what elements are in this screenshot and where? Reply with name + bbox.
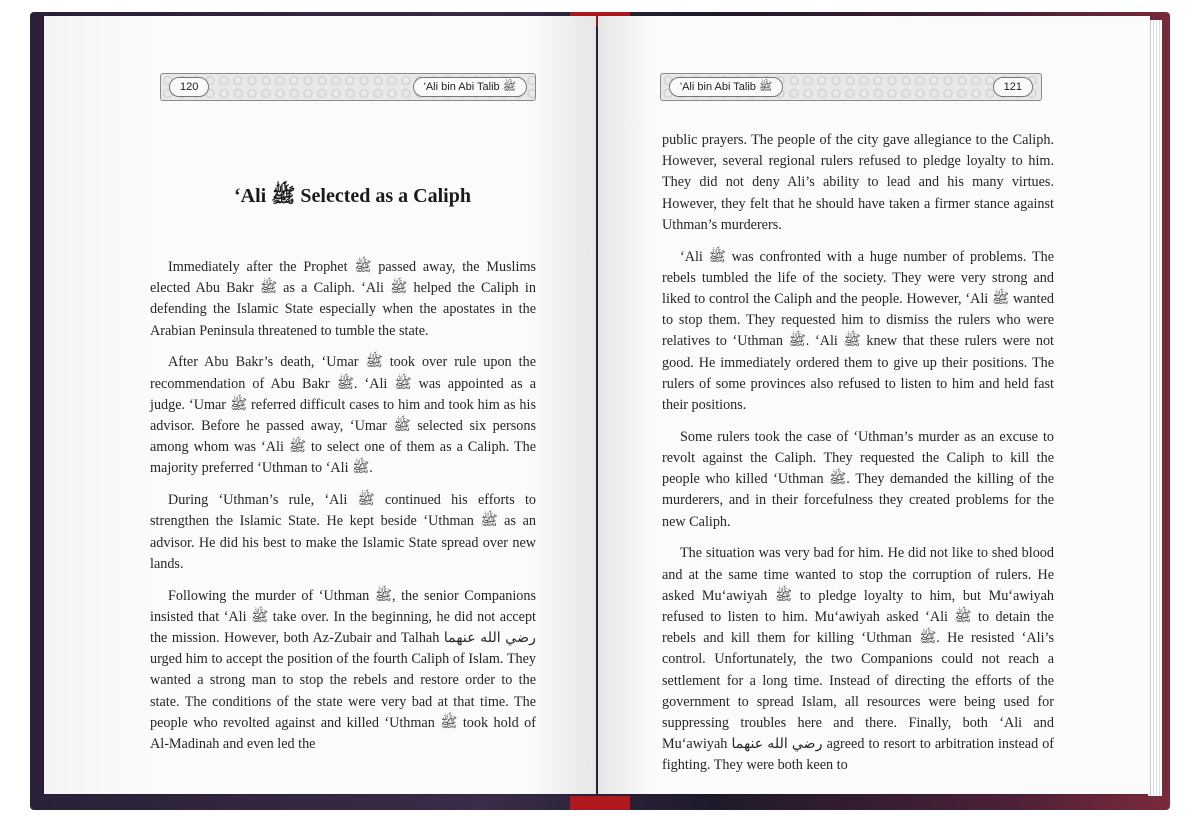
left-header-title: 'Ali bin Abi Talib ﷺ bbox=[413, 77, 527, 97]
paragraph: After Abu Bakr’s death, ‘Umar ﷺ took over rule upon the recommendation of Abu Bakr ﷺ. ‘Ali ﷺ was appointed as a judge. ‘Umar ﷺ referred difficult cases to him and took him as his advisor. Before he passed away, ‘Umar ﷺ selected six persons among whom was ‘Ali ﷺ to select one of them as a Caliph. The majority preferred ‘Uthman to ‘Ali ﷺ. bbox=[150, 354, 537, 477]
page-edges bbox=[1148, 20, 1162, 796]
right-body-text bbox=[662, 130, 1054, 787]
paragraph-continuation: public prayers. The people of the city gave allegiance to the Caliph. However, several regional rulers refused to pledge loyalty to him. They did not deny Ali’s ability to lead and his many virtues. However, they felt that he should have taken a firmer stance against Uthman’s murderers. bbox=[662, 132, 1054, 233]
chapter-heading: ‘Ali ﷺ Selected as a Caliph bbox=[234, 185, 471, 207]
paragraph: Following the murder of ‘Uthman ﷺ, the senior Companions insisted that ‘Ali ﷺ take over. In the beginning, he did not accept the mission. However, both Az-Zubair and Talhah رضي الله عنهما urged him to accept the position of the fourth Caliph of Islam. They wanted a strong man to stop the rebels and restore order to the state. The conditions of the state were very bad at that time. The people who revolted against and killed ‘Uthman ﷺ took hold of Al-Madinah and even led the bbox=[150, 587, 537, 753]
paragraph: Immediately after the Prophet ﷺ passed away, the Muslims elected Abu Bakr ﷺ as a Caliph. ‘Ali ﷺ helped the Caliph in defending the Islamic State especially when the apostates in the Arabian Peninsula threatened to tumble the state. bbox=[150, 259, 536, 339]
paragraph: The situation was very bad for him. He did not like to shed blood and at the same time wanted to stop the corruption of rulers. He asked Mu‘awiyah ﷺ to pledge loyalty to him, but Mu‘awiyah refused to listen to him. Mu‘awiyah asked ‘Ali ﷺ to detain the rebels and kill them for killing ‘Uthman ﷺ. He resisted ‘Ali’s control. Unfortunately, the two Companions could not reach a settlement for a long time. Instead of directing the efforts of the government to spread Islam, all resources were being used for suppressing troubles here and there. Finally, both ‘Ali and Mu‘awiyah رضي الله عنهما agreed to resort to arbitration instead of fighting. They were both keen to bbox=[662, 545, 1055, 774]
left-page-number: 120 bbox=[169, 77, 209, 97]
paragraph: ‘Ali ﷺ was confronted with a huge number of problems. The rebels tumbled the life of the society. They were very strong and liked to control the Caliph and the people. However, ‘Ali ﷺ wanted to stop them. They requested him to dismiss the rulers who were relatives to ‘Uthman ﷺ. ‘Ali ﷺ knew that these rulers were not good. He immediately ordered them to give up their positions. The rulers of some provinces also refused to listen to him and held fast their positions. bbox=[662, 248, 1055, 414]
right-page bbox=[598, 16, 1150, 794]
left-body-text bbox=[150, 257, 536, 766]
left-running-header bbox=[160, 73, 536, 101]
right-running-header bbox=[660, 73, 1042, 101]
left-page bbox=[44, 16, 596, 794]
paragraph: Some rulers took the case of ‘Uthman’s murder as an excuse to revolt against the Caliph. They requested the Caliph to kill the people who killed ‘Uthman ﷺ. They demanded the killing of the murderers, and in their forcefulness they created problems for the new Caliph. bbox=[662, 428, 1054, 530]
right-header-title: 'Ali bin Abi Talib ﷺ bbox=[669, 77, 783, 97]
spine-bottom bbox=[570, 796, 630, 810]
paragraph: During ‘Uthman’s rule, ‘Ali ﷺ continued his efforts to strengthen the Islamic State. He kept beside ‘Uthman ﷺ as an advisor. He did his best to make the Islamic State spread over new lands. bbox=[150, 492, 536, 572]
right-page-number: 121 bbox=[993, 77, 1033, 97]
